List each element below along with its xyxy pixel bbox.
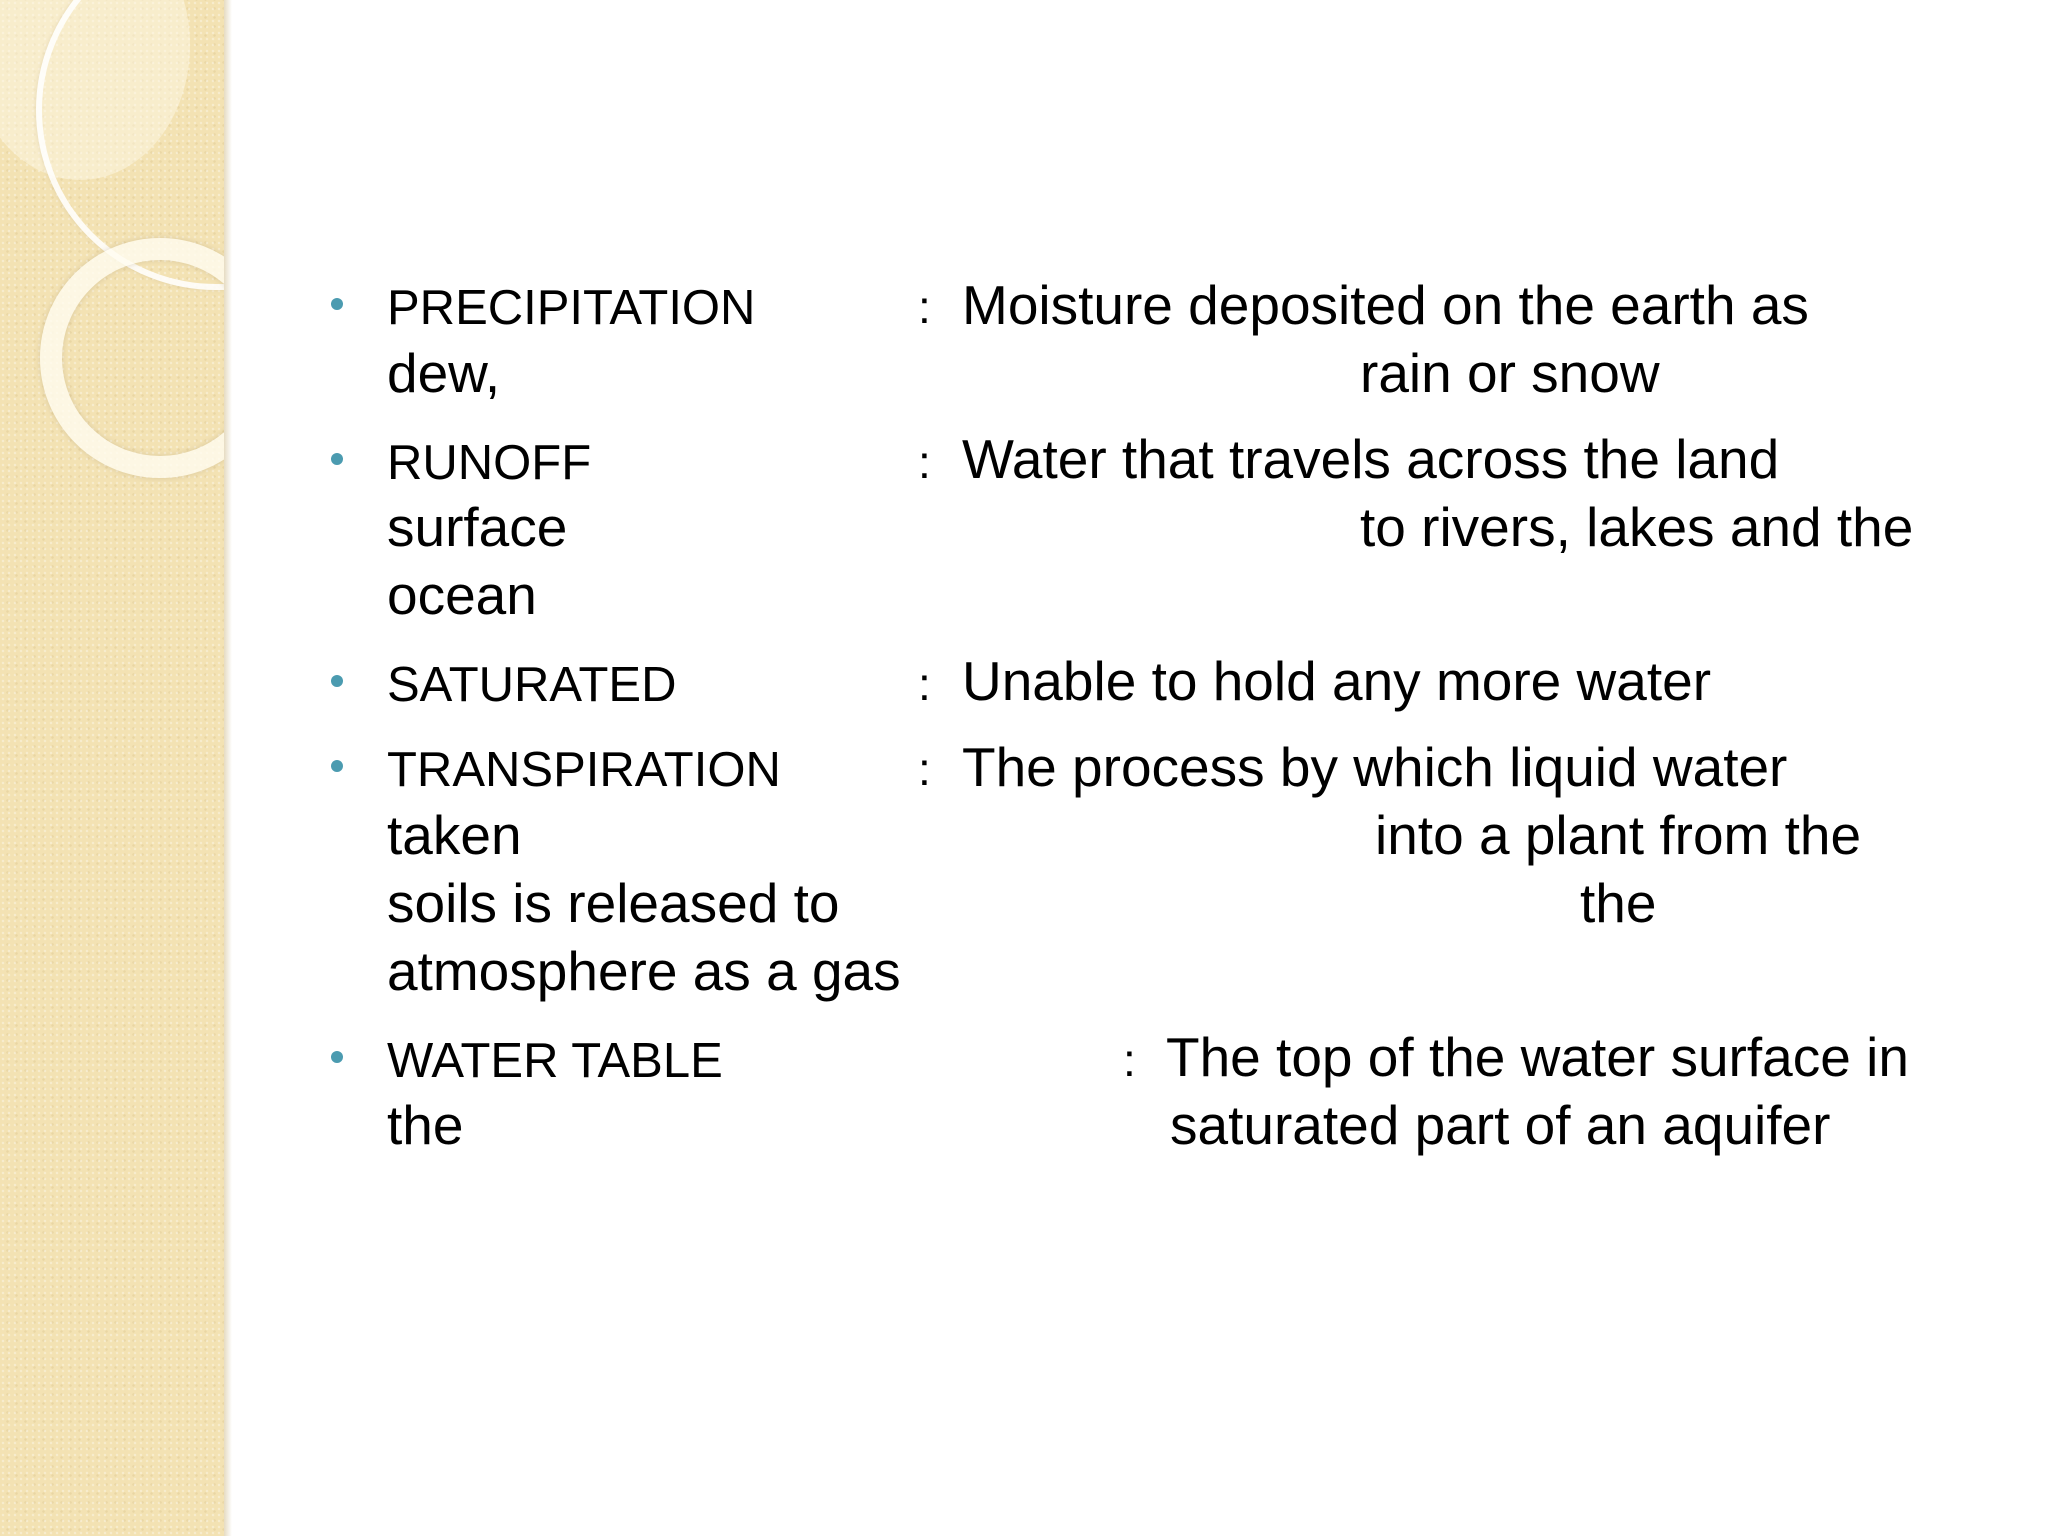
definition-continuation-right: the bbox=[1580, 872, 1657, 934]
definition-saturated: Unable to hold any more water bbox=[962, 650, 1712, 712]
definition-continuation-left: soils is released to bbox=[387, 872, 840, 934]
definition-continuation-left: surface bbox=[387, 496, 568, 558]
bullet-icon bbox=[331, 675, 343, 687]
definition-water-table: The top of the water surface in bbox=[1166, 1026, 1909, 1088]
bullet-icon bbox=[331, 1051, 343, 1063]
colon-separator: : bbox=[918, 658, 931, 710]
bullet-icon bbox=[331, 298, 343, 310]
definition-continuation-right: into a plant from the bbox=[1375, 804, 1862, 866]
definition-transpiration: The process by which liquid water bbox=[962, 736, 1788, 798]
definition-continuation-left: taken bbox=[387, 804, 522, 866]
definition-precipitation: Moisture deposited on the earth as bbox=[962, 274, 1809, 336]
colon-separator: : bbox=[918, 281, 931, 333]
definition-continuation-left: the bbox=[387, 1094, 464, 1156]
colon-separator: : bbox=[1123, 1034, 1136, 1086]
colon-separator: : bbox=[918, 743, 931, 795]
term-precipitation: PRECIPITATION bbox=[387, 281, 756, 335]
term-transpiration: TRANSPIRATION bbox=[387, 743, 781, 797]
definition-runoff: Water that travels across the land bbox=[962, 428, 1780, 490]
bullet-icon bbox=[331, 760, 343, 772]
term-runoff: RUNOFF bbox=[387, 436, 592, 490]
definition-continuation-right: saturated part of an aquifer bbox=[1170, 1094, 1831, 1156]
term-saturated: SATURATED bbox=[387, 658, 677, 712]
definition-continuation-left: ocean bbox=[387, 564, 537, 626]
term-water-table: WATER TABLE bbox=[387, 1034, 723, 1088]
definition-continuation-right: rain or snow bbox=[1360, 342, 1660, 404]
colon-separator: : bbox=[918, 436, 931, 488]
definition-continuation-left: atmosphere as a gas bbox=[387, 940, 901, 1002]
bullet-icon bbox=[331, 453, 343, 465]
definition-continuation-left: dew, bbox=[387, 342, 501, 404]
definition-continuation-right: to rivers, lakes and the bbox=[1360, 496, 1914, 558]
